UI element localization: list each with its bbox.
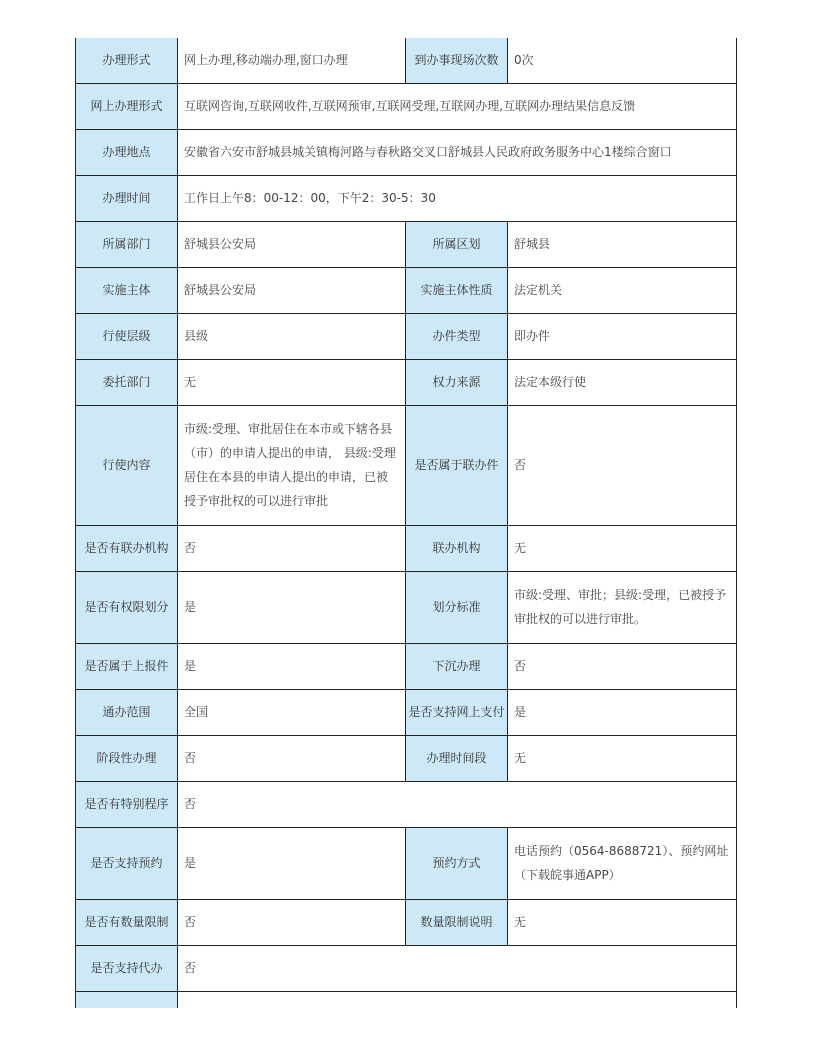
field-label: 预约方式 (406, 827, 508, 899)
table-row (76, 899, 737, 945)
field-value: 是 (508, 689, 737, 735)
field-value: 舒城县 (508, 221, 737, 267)
field-label: 所属区划 (406, 221, 508, 267)
field-value: 工作日上午8：00-12：00，下午2：30-5：30 (178, 175, 737, 221)
field-label: 阶段性办理 (76, 735, 178, 781)
table-row (76, 359, 737, 405)
field-label: 下沉办理 (406, 643, 508, 689)
table-row (76, 175, 737, 221)
field-value: 是 (178, 827, 406, 899)
field-label: 是否支持网上支付 (406, 689, 508, 735)
table-row (76, 313, 737, 359)
field-value: 无 (178, 359, 406, 405)
table-row (76, 827, 737, 899)
field-value: 无 (508, 735, 737, 781)
field-label: 委托部门 (76, 359, 178, 405)
table-row (76, 735, 737, 781)
field-value: 即办件 (508, 313, 737, 359)
table-row (76, 405, 737, 525)
field-value: 互联网咨询,互联网收件,互联网预审,互联网受理,互联网办理,互联网办理结果信息反馈 (178, 83, 737, 129)
field-value (178, 991, 737, 1008)
field-value: 法定机关 (508, 267, 737, 313)
field-value: 是 (178, 571, 406, 643)
field-label: 行使内容 (76, 405, 178, 525)
field-value: 网上办理,移动端办理,窗口办理 (178, 38, 406, 83)
table-row (76, 945, 737, 991)
table-row (76, 267, 737, 313)
table-row (76, 991, 737, 1008)
field-label: 办理时间 (76, 175, 178, 221)
field-value: 市级:受理、审批；县级:受理，已被授予审批权的可以进行审批。 (508, 571, 737, 643)
field-label: 办理时间段 (406, 735, 508, 781)
service-info-table (75, 38, 737, 1008)
field-value: 舒城县公安局 (178, 267, 406, 313)
field-value: 否 (178, 899, 406, 945)
field-value: 全国 (178, 689, 406, 735)
field-label: 是否有特别程序 (76, 781, 178, 827)
field-value: 否 (508, 405, 737, 525)
field-value: 否 (508, 643, 737, 689)
table-row (76, 38, 737, 83)
field-value: 安徽省六安市舒城县城关镇梅河路与春秋路交叉口舒城县人民政府政务服务中心1楼综合窗口 (178, 129, 737, 175)
field-label: 是否有联办机构 (76, 525, 178, 571)
field-label (76, 991, 178, 1008)
field-label: 是否支持预约 (76, 827, 178, 899)
field-label: 权力来源 (406, 359, 508, 405)
field-value: 舒城县公安局 (178, 221, 406, 267)
field-value: 0次 (508, 38, 737, 83)
field-label: 联办机构 (406, 525, 508, 571)
field-label: 是否属于上报件 (76, 643, 178, 689)
field-label: 划分标准 (406, 571, 508, 643)
service-info-sheet (75, 38, 736, 1008)
field-label: 办理地点 (76, 129, 178, 175)
field-value: 市级:受理、审批居住在本市或下辖各县（市）的申请人提出的申请， 县级:受理居住在本县的申请人提出的申请，已被授予审批权的可以进行审批 (178, 405, 406, 525)
field-label: 实施主体 (76, 267, 178, 313)
field-value: 无 (508, 899, 737, 945)
field-label: 通办范围 (76, 689, 178, 735)
field-value: 法定本级行使 (508, 359, 737, 405)
field-value: 否 (178, 735, 406, 781)
field-label: 到办事现场次数 (406, 38, 508, 83)
field-label: 是否有权限划分 (76, 571, 178, 643)
field-label: 数量限制说明 (406, 899, 508, 945)
field-value: 电话预约（0564-8688721）、预约网址（下载皖事通APP） (508, 827, 737, 899)
field-label: 办理形式 (76, 38, 178, 83)
field-label: 网上办理形式 (76, 83, 178, 129)
table-row (76, 525, 737, 571)
field-label: 是否有数量限制 (76, 899, 178, 945)
table-row (76, 781, 737, 827)
field-value: 否 (178, 525, 406, 571)
table-row (76, 689, 737, 735)
field-value: 否 (178, 945, 737, 991)
field-label: 是否支持代办 (76, 945, 178, 991)
table-row (76, 571, 737, 643)
field-label: 实施主体性质 (406, 267, 508, 313)
field-label: 行使层级 (76, 313, 178, 359)
table-row (76, 643, 737, 689)
table-row (76, 221, 737, 267)
field-label: 所属部门 (76, 221, 178, 267)
field-value: 是 (178, 643, 406, 689)
field-label: 是否属于联办件 (406, 405, 508, 525)
field-value: 否 (178, 781, 737, 827)
table-row (76, 83, 737, 129)
field-label: 办件类型 (406, 313, 508, 359)
field-value: 无 (508, 525, 737, 571)
field-value: 县级 (178, 313, 406, 359)
table-row (76, 129, 737, 175)
